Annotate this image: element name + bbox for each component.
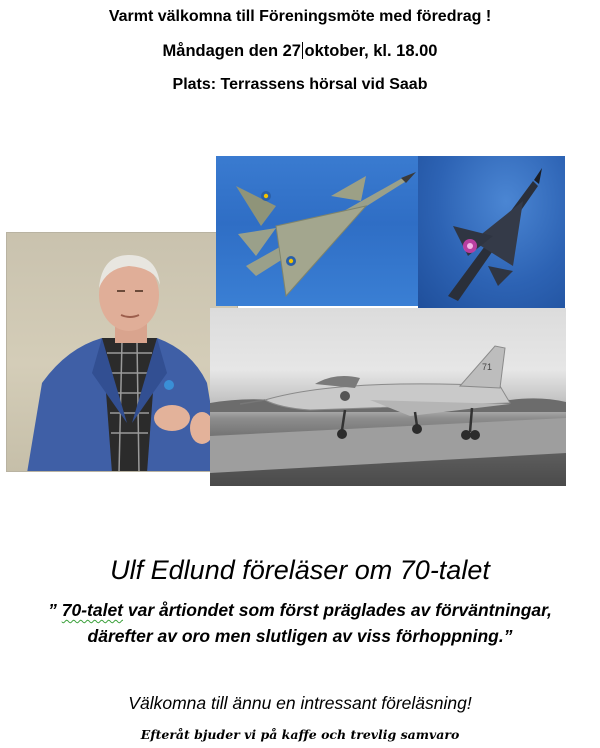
after-text: Efteråt bjuder vi på kaffe och trevlig samvaro xyxy=(140,727,460,742)
quote-line-2: därefter av oro men slutligen av viss förhoppning.” xyxy=(87,626,513,646)
time-text: oktober, kl. 18.00 xyxy=(304,42,438,60)
date-time-line xyxy=(0,42,600,61)
jet-photo-sky-1 xyxy=(216,156,430,306)
speaker-illustration xyxy=(7,233,238,472)
jet-photo-runway xyxy=(210,308,566,486)
jet-illustration-2 xyxy=(418,156,565,308)
speaker-photo xyxy=(6,232,238,472)
location-line: Plats: Terrassens hörsal vid Saab xyxy=(172,76,428,93)
lecture-title: Ulf Edlund föreläser om 70-talet xyxy=(110,555,490,585)
spellcheck-word: 70-talet xyxy=(61,600,124,620)
jet-photo-sky-2 xyxy=(418,156,565,308)
jet-illustration-3 xyxy=(210,308,566,486)
welcome-text: Välkomna till ännu en intressant föreläsning! xyxy=(128,693,472,713)
invitation-headline: Varmt välkomna till Föreningsmöte med föredrag ! xyxy=(108,8,492,25)
tail-number-text: 71 xyxy=(482,362,493,372)
date-text: Måndagen den 27 xyxy=(162,42,301,60)
quote-line-1: ” 70-talet var årtiondet som först präglades av förväntningar, xyxy=(48,600,552,620)
roundel-icon xyxy=(340,391,350,401)
jet-illustration-1 xyxy=(216,156,430,306)
